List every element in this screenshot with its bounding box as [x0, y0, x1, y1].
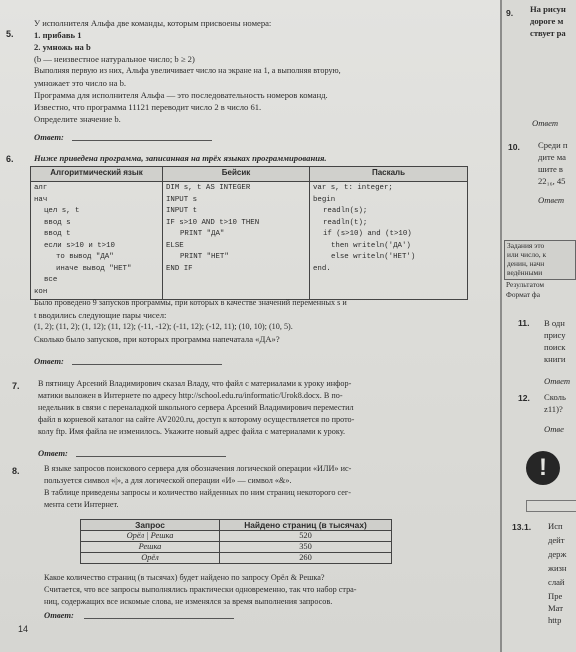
algo-code: алг нач цел s, t ввод s ввод t если s>10 и t>10 то вывод "ДА" иначе вывод "НЕТ" все кон — [31, 182, 163, 300]
q7-answer-label: Ответ: — [38, 448, 68, 458]
table-row: Орёл 260 — [81, 553, 392, 564]
q8-answer-field[interactable] — [84, 618, 234, 619]
q8-number: 8. — [12, 466, 20, 476]
header-pascal: Паскаль — [310, 167, 468, 182]
basic-code: DIM s, t AS INTEGER INPUT s INPUT t IF s>10 AND t>10 THEN PRINT "ДА" ELSE PRINT "НЕТ" END IF — [163, 182, 310, 300]
warning-icon: ! — [526, 451, 560, 485]
q8-answer-label: Ответ: — [44, 610, 74, 620]
book-page-right: 9. На рисун дороге м ствует ра Ответ 10. Среди п дите ма шите в 22₁₆, 45 Ответ Задания это или число, к денин, начн ведёнными Результатом Формат фа 11. В одн прису поиск книги Ответ 12. Сколь z11)? Отве ! 13.1. Исп дейт держ жизн слай Пре Мат http — [502, 0, 576, 652]
q7-number: 7. — [12, 381, 20, 391]
table-row: Орёл | Решка 520 — [81, 531, 392, 542]
table-row: Решка 350 — [81, 542, 392, 553]
info-box: Задания это или число, к денин, начн ведёнными — [504, 240, 576, 280]
q7-answer-field[interactable] — [76, 456, 226, 457]
book-page-left: 5. У исполнителя Альфа две команды, которым присвоены номера: 1. прибавь 1 2. умножь на b (b — неизвестное натуральное число; b ≥ 2) Выполняя первую из них, Альфа увеличивает число на экране на 1, а выполняя вторую, умножает это число на b. Программа для исполнителя Альфа — это последовательность номеров команд. Известно, что программа 11121 переводит число 2 в число 61. Определите значение b. Ответ: 6. Ниже приведена программа, записанная на трёх языках программирования. Алгоритмический язык Бейсик Паскаль алг нач цел s, t ввод s ввод t если s>10 и t>10 то вывод "ДА" иначе вывод "НЕТ" все кон DIM s, t AS INTEGER INPUT s INPUT t IF s>10 AND t>10 THEN PRINT "ДА" ELSE PRINT "НЕТ" END IF var s, t: integer; begin readln(s); readln(t); if (s>10) and (t>10) then writeln('ДА') else writeln('НЕТ') end. Было проведено 9 запусков программы, при которых в качестве значений переменных s и t вводились следующие пары чисел: (1, 2); (11, 2); (1, 12); (11, 12); (-11, -12); (-11, 12); (-12, 11); (10, 10); (10, 5). Сколько было запусков, при которых программа напечатала «ДА»? Ответ: 7. В пятницу Арсений Владимирович сказал Владу, что файл с материалами к уроку инфор- матики выложен в Интернете по адресу http://school.edu.ru/informatic/Urok8.docx. В по- недельник в связи с переналадкой школьного сервера Арсений Владимирович переместил файл в корневой каталог на сайте AV2020.ru, доступ к которому осуществляется по прото- колу ftp. Имя файла не изменилось. Укажите новый адрес файла с материалами к уроку. Ответ: 8. В языке запросов поискового сервера для обозначения логической операции «ИЛИ» ис- пользуется символ «|», а для логической операции «И» — символ «&». В таблице приведены запросы и количество найденных по ним страниц некоторого сег- мента сети Интернет. Запрос Найдено страниц (в тысячах) Орёл | Решка 520 Решка 350 Орёл 260 Какое количество страниц (в тысячах) будет найдено по запросу Орёл & Решка? Считается, что все запросы выполнялись практически одновременно, так что набор стра- ниц, содержащих все искомые слова, не изменялся за время выполнения запросов. Ответ: 14 — [0, 0, 500, 652]
q5-number: 5. — [6, 29, 14, 39]
q5-answer-field[interactable] — [72, 140, 212, 141]
q6-answer-label: Ответ: — [34, 356, 64, 366]
program-table — [30, 166, 468, 300]
q5-answer-label: Ответ: — [34, 132, 64, 142]
blank-field — [526, 500, 576, 512]
pascal-code: var s, t: integer; begin readln(s); readln(t); if (s>10) and (t>10) then writeln('ДА') else writeln('НЕТ') end. — [310, 182, 468, 300]
header-basic: Бейсик — [163, 167, 310, 182]
header-pages: Найдено страниц (в тысячах) — [220, 520, 392, 531]
page-number: 14 — [18, 624, 29, 634]
header-query: Запрос — [81, 520, 220, 531]
q6-answer-field[interactable] — [72, 364, 222, 365]
q6-number: 6. — [6, 154, 14, 164]
q6-intro: Ниже приведена программа, записанная на трёх языках программирования. — [34, 153, 327, 163]
header-algo: Алгоритмический язык — [31, 167, 163, 182]
search-results-table — [80, 519, 392, 564]
